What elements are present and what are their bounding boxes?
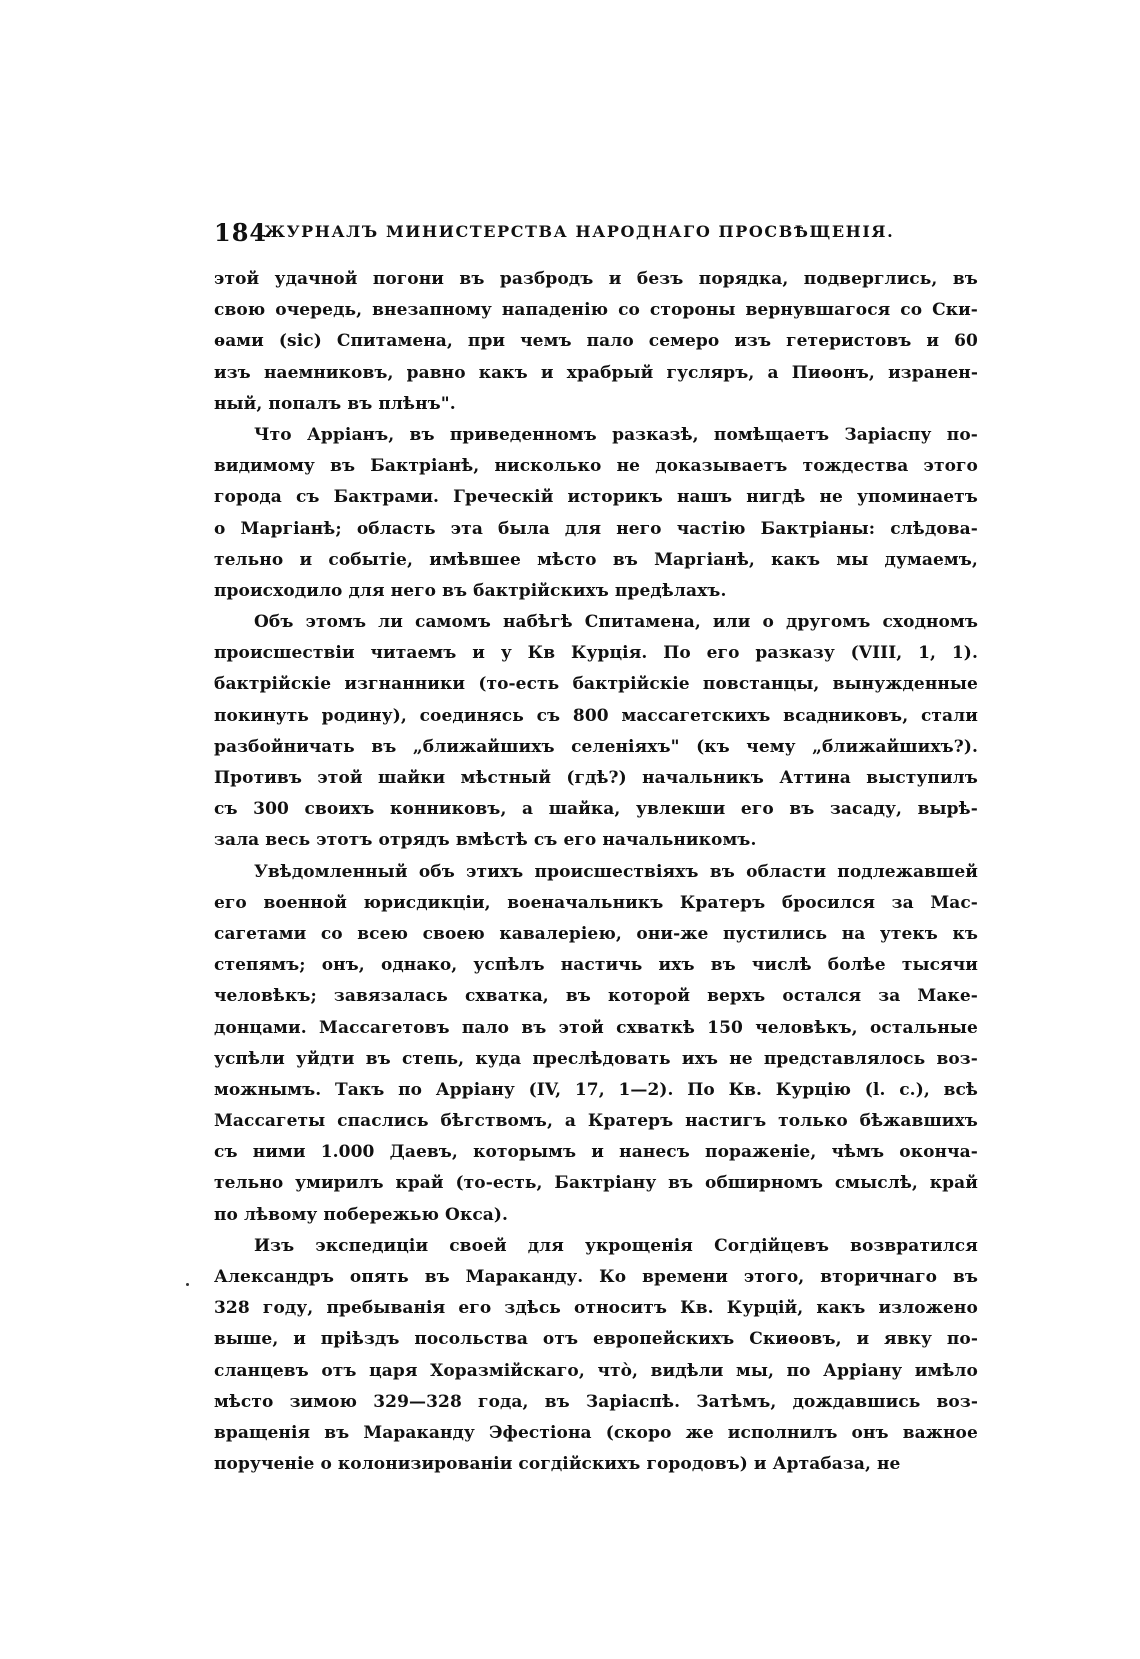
text-line: степямъ; онъ, однако, успѣлъ настичь ихъ въ числѣ болѣе тысячи (214, 955, 978, 976)
text-line: вращенія въ Мараканду Эфестіона (скоро же исполнилъ онъ важное (214, 1422, 978, 1443)
text-line: Увѣдомленный объ этихъ происшествіяхъ въ области подлежавшей (254, 861, 978, 882)
text-line: ный, попалъ въ плѣнъ". (214, 393, 456, 414)
text-line: порученіе о колонизированіи согдійскихъ городовъ) и Артабаза, не (214, 1454, 901, 1475)
running-title: ЖУРНАЛЪ МИНИСТЕРСТВА НАРОДНАГО ПРОСВѢЩЕНІЯ. (264, 222, 895, 241)
text-line: выше, и пріѣздъ посольства отъ европейскихъ Скиѳовъ, и явку по- (214, 1329, 978, 1350)
text-line: 328 году, пребыванія его здѣсь относитъ Кв. Курцій, какъ изложено (214, 1298, 978, 1319)
page-header (214, 218, 974, 248)
text-line: можнымъ. Такъ по Арріану (IV, 17, 1—2). По Кв. Курцію (l. c.), всѣ (214, 1079, 978, 1100)
text-line: бактрійскіе изгнанники (то-есть бактрійскіе повстанцы, вынужденные (214, 674, 978, 695)
body-text (214, 264, 978, 1480)
text-line: покинуть родину), соединясь съ 800 массагетскихъ всадниковъ, стали (214, 705, 978, 726)
text-line: Изъ экспедиціи своей для укрощенія Согдійцевъ возвратился (254, 1235, 978, 1256)
text-line: Объ этомъ ли самомъ набѣгѣ Спитамена, или о другомъ сходномъ (254, 612, 978, 633)
text-line: о Маргіанѣ; область эта была для него частію Бактріаны: слѣдова- (214, 518, 978, 539)
text-line: происходило для него въ бактрійскихъ предѣлахъ. (214, 580, 727, 601)
text-line: тельно умирилъ край (то-есть, Бактріану въ обширномъ смыслѣ, край (214, 1173, 978, 1194)
print-speck (186, 1283, 189, 1286)
text-line: сагетами со всею своею кавалеріею, они-же пустились на утекъ къ (214, 923, 978, 944)
text-line: сланцевъ отъ царя Хоразмійскаго, чтò, видѣли мы, по Арріану имѣло (214, 1360, 978, 1381)
text-line: города съ Бактрами. Греческій историкъ нашъ нигдѣ не упоминаетъ (214, 487, 978, 508)
text-line: разбойничать въ „ближайшихъ селеніяхъ" (къ чему „ближайшихъ?). (214, 736, 978, 757)
text-line: свою очередь, внезапному нападенію со стороны вернувшагося со Ски- (214, 300, 978, 321)
text-line: этой удачной погони въ разбродъ и безъ порядка, подверглись, въ (214, 269, 978, 289)
text-line: донцами. Массагетовъ пало въ этой схваткѣ 150 человѣкъ, остальные (214, 1017, 978, 1038)
page-number: 184 (214, 218, 268, 247)
text-line: изъ наемниковъ, равно какъ и храбрый гусляръ, а Пиѳонъ, изранен- (214, 362, 978, 383)
text-line: происшествіи читаемъ и у Кв Курція. По его разказу (VIII, 1, 1). (214, 643, 978, 664)
text-line: Что Арріанъ, въ приведенномъ разказѣ, помѣщаетъ Заріаспу по- (254, 424, 978, 445)
text-line: человѣкъ; завязалась схватка, въ которой верхъ остался за Маке- (214, 986, 978, 1007)
text-line: мѣсто зимою 329—328 года, въ Заріаспѣ. Затѣмъ, дождавшись воз- (214, 1391, 978, 1412)
text-line: съ 300 своихъ конниковъ, а шайка, увлекши его въ засаду, вырѣ- (214, 799, 978, 820)
text-line: тельно и событіе, имѣвшее мѣсто въ Маргіанѣ, какъ мы думаемъ, (214, 549, 978, 570)
text-line: Противъ этой шайки мѣстный (гдѣ?) начальникъ Аттина выступилъ (214, 768, 978, 788)
text-line: Александръ опять въ Мараканду. Ко времени этого, вторичнаго въ (214, 1267, 978, 1287)
text-line: по лѣвому побережью Окса). (214, 1204, 509, 1225)
text-line: Массагеты спаслись бѣгствомъ, а Кратеръ настигъ только бѣжавшихъ (214, 1111, 978, 1132)
text-line: съ ними 1.000 Даевъ, которымъ и нанесъ пораженіе, чѣмъ оконча- (214, 1142, 978, 1163)
text-line: его военной юрисдикціи, военачальникъ Кратеръ бросился за Мас- (214, 892, 978, 913)
text-line: ѳами (sic) Спитамена, при чемъ пало семеро изъ гетеристовъ и 60 (214, 331, 978, 352)
text-line: зала весь этотъ отрядъ вмѣстѣ съ его начальникомъ. (214, 830, 757, 851)
text-line: успѣли уйдти въ степь, куда преслѣдовать ихъ не представлялось воз- (214, 1048, 978, 1069)
text-line: видимому въ Бактріанѣ, нисколько не доказываетъ тождества этого (214, 456, 978, 477)
